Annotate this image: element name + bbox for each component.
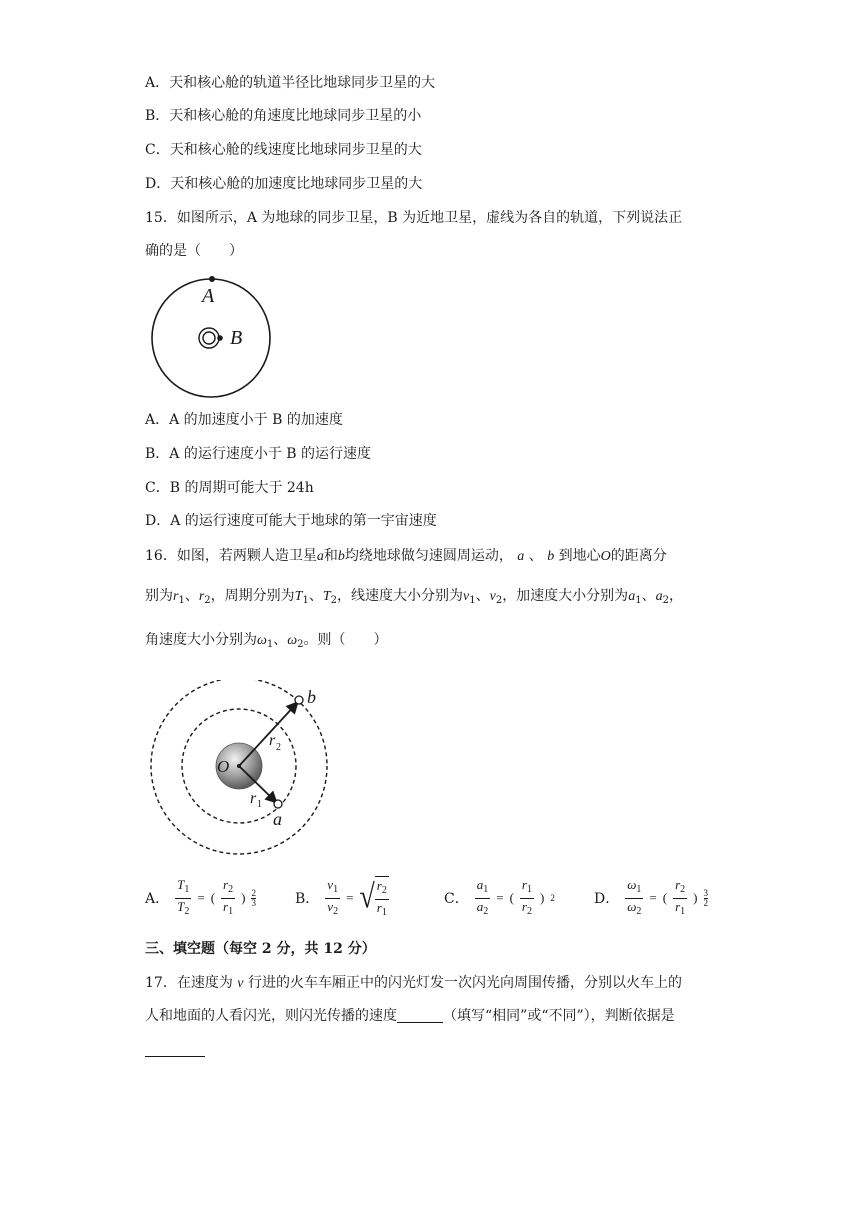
label-r2: r — [269, 732, 276, 749]
center-o-dot — [237, 764, 241, 768]
q15-option-a: A．A 的加速度小于 B 的加速度 — [145, 412, 343, 428]
q15-stem-line1: 15．如图所示，A 为地球的同步卫星，B 为近地卫星，虚线为各自的轨道，下列说法正 — [145, 210, 683, 226]
satellite-a-dot — [209, 276, 215, 282]
earth — [203, 332, 215, 344]
q15-orbit-figure — [145, 272, 280, 402]
q17-stem-line3 — [145, 1040, 205, 1060]
q16-option-a: A． $\frac{T_1}{T_2}$ = ( $\frac{r_2}{r_1}$ ) 2 3 — [145, 876, 256, 917]
q17-stem-line2: 人和地面的人看闪光，则闪光传播的速度 （填写“相同”或“不同”），判断依据是 — [145, 1008, 675, 1024]
label-r1: r — [250, 790, 257, 807]
satellite-b-circle — [295, 696, 303, 704]
q14-option-d: D．天和核心舱的加速度比地球同步卫星的大 — [145, 176, 423, 192]
q16-option-d: D． $\frac{\omega_1}{\omega_2}$ = ( $\frac{r_2}{r_1}$ ) 3 2 — [594, 876, 709, 917]
q16-option-c: C． $\frac{a_1}{a_2}$ = ( $\frac{r_1}{r_2}$ ) 2 — [444, 876, 555, 917]
q16-option-b: B． $\frac{v_1}{v_2}$ = √ $\frac{r_2}{r_1}$ — [295, 876, 389, 920]
q15-option-c: C．B 的周期可能大于 24h — [145, 480, 314, 496]
q15-option-d: D．A 的运行速度可能大于地球的第一宇宙速度 — [145, 513, 437, 529]
q16-orbit-figure — [145, 680, 345, 855]
q16-stem-line3: 角速度大小分别为$\omega_1$、$\omega_2$。则（ ） — [145, 632, 388, 650]
label-o: O — [217, 757, 230, 776]
q14-option-b: B．天和核心舱的角速度比地球同步卫星的小 — [145, 108, 422, 124]
label-b: b — [307, 687, 316, 707]
q14-option-c: C．天和核心舱的线速度比地球同步卫星的大 — [145, 142, 422, 158]
section3-title: 三、填空题（每空 2 分，共 12 分） — [145, 941, 376, 957]
r2-arrow — [239, 703, 297, 766]
q14-option-a: A．天和核心舱的轨道半径比地球同步卫星的大 — [145, 75, 436, 91]
satellite-a-circle — [274, 800, 282, 808]
label-a: A — [202, 285, 215, 307]
q15-option-b: B．A 的运行速度小于 B 的运行速度 — [145, 446, 372, 462]
q16-stem-line1: 16．如图，若两颗人造卫星a和b均绕地球做匀速圆周运动， a 、 b 到地心O的距离分 — [145, 548, 667, 564]
q17-stem-line1: 17．在速度为 v 行进的火车车厢正中的闪光灯发一次闪光向周围传播，分别以火车上的 — [145, 975, 682, 991]
q16-stem-line2: 别为$r_1$、$r_2$，周期分别为$T_1$、$T_2$，线速度大小分别为$v_1$、$v_2$，加速度大小分别为$a_1$、$a_2$， — [145, 588, 683, 606]
label-r1-sub: 1 — [257, 799, 262, 810]
q17-blank-2[interactable] — [145, 1040, 205, 1057]
label-b: B — [230, 327, 243, 349]
label-r2-sub: 2 — [276, 742, 281, 753]
satellite-b-dot — [217, 335, 223, 341]
q15-stem-line2: 确的是（ ） — [145, 243, 243, 259]
q17-blank-1[interactable] — [397, 1006, 443, 1023]
label-a: a — [273, 809, 282, 829]
orbit-b — [199, 328, 219, 348]
